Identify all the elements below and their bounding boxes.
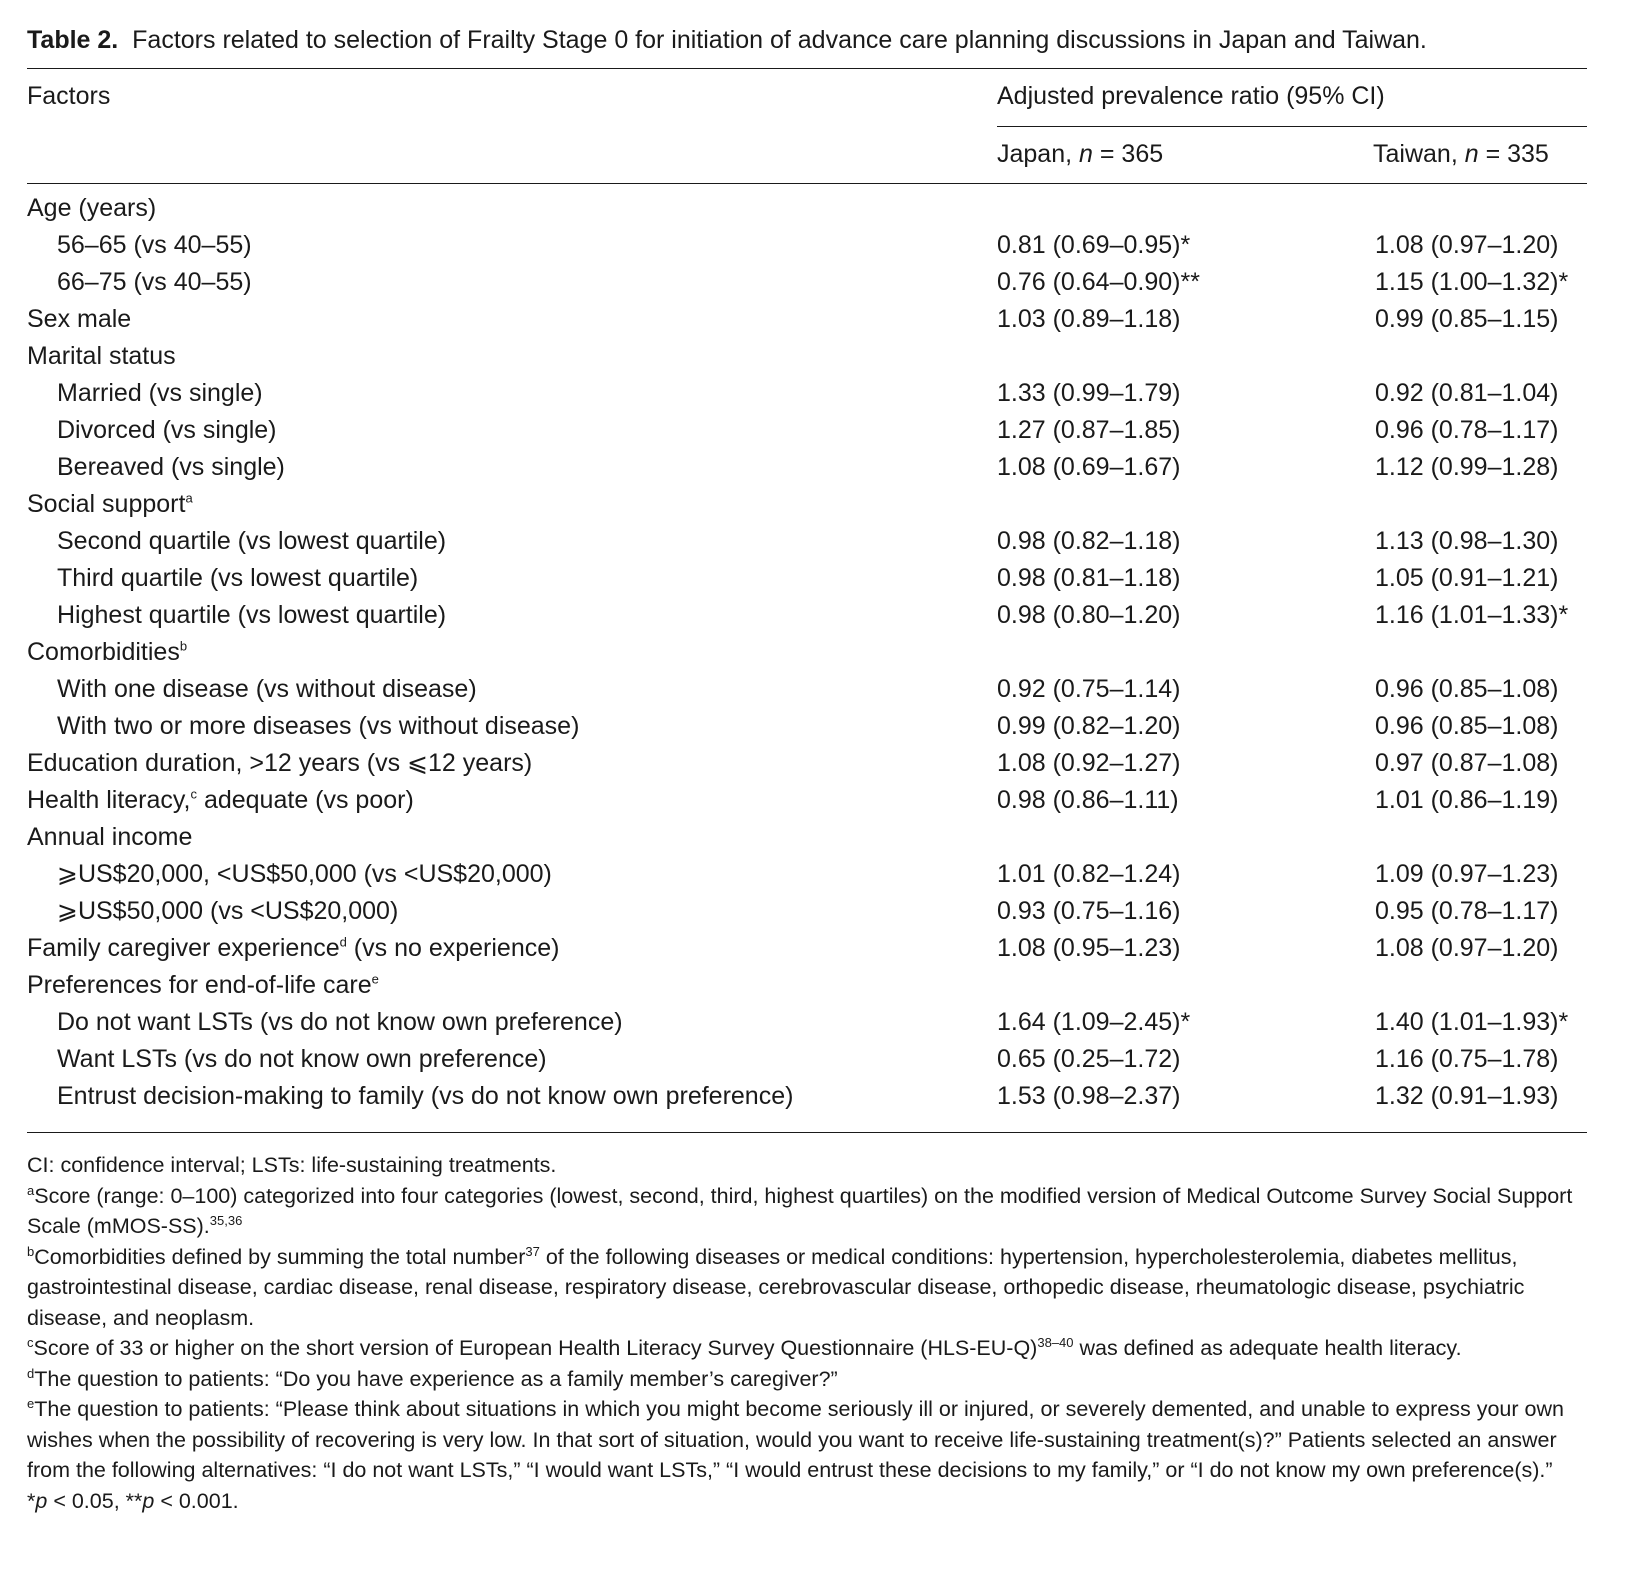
table-row	[27, 893, 1587, 930]
footnote-b: $^b$Comorbidities defined by summing the total number$^{37}$ of the following diseases or medical conditions: hypertension, hypercholesterolemia, diabetes mellitus, gastrointestinal disease, cardiac disease, renal disease, respiratory disease, cerebrovascular disease, orthopedic disease, rheumatologic disease, psychiatric disease, and neoplasm.	[27, 1243, 1525, 1330]
table-row	[27, 560, 1587, 597]
table-row	[27, 708, 1587, 745]
table-row	[27, 1004, 1587, 1041]
taiwan-ratio-cell: 0.96 (0.78–1.17)	[1375, 416, 1559, 444]
table-2-page	[27, 18, 1587, 1513]
table-row	[27, 1078, 1587, 1115]
table-footnotes	[27, 1150, 1587, 1516]
factor-cell: With two or more diseases (vs without disease)	[57, 712, 580, 740]
table-row	[27, 930, 1587, 967]
japan-ratio-cell	[997, 190, 1375, 227]
factor-cell: With one disease (vs without disease)	[57, 675, 477, 703]
header-group-rule	[997, 126, 1587, 127]
taiwan-ratio-cell	[1375, 634, 1587, 671]
footnote-c: $^c$Score of 33 or higher on the short version of European Health Literacy Survey Questionnaire $(HLS-EU-Q)^{38-40}$ was defined as adequate health literacy.	[27, 1334, 1462, 1360]
taiwan-ratio-cell: 1.01 (0.86–1.19)	[1375, 786, 1559, 814]
japan-ratio-cell: 0.99 (0.82–1.20)	[997, 712, 1181, 740]
table-row	[27, 375, 1587, 412]
taiwan-ratio-cell: 1.13 (0.98–1.30)	[1375, 527, 1559, 555]
japan-ratio-cell: 1.08 (0.92–1.27)	[997, 749, 1181, 777]
factor-cell: Annual income	[27, 823, 193, 851]
taiwan-ratio-cell: 1.15 (1.00–1.32)*	[1375, 268, 1569, 296]
factor-cell: Married (vs single)	[57, 379, 263, 407]
japan-ratio-cell: 0.98 (0.81–1.18)	[997, 564, 1181, 592]
footnote-a: $^a$Score (range: 0–100) categorized into four categories (lowest, second, third, highest quartiles) on the modified version of Medical Outcome Survey Social Support Scale (mMOS-SS).$^{35,36}$	[27, 1182, 1573, 1238]
factor-cell: Family caregiver experience$^d$ (vs no experience)	[27, 934, 560, 962]
japan-ratio-cell	[997, 486, 1375, 523]
table-row	[27, 597, 1587, 634]
factor-cell: Marital status	[27, 342, 176, 370]
table-row	[27, 264, 1587, 301]
factor-cell: 56–65 (vs 40–55)	[57, 231, 252, 259]
caption-label: Table 2.	[27, 26, 119, 54]
japan-ratio-cell: 0.98 (0.86–1.11)	[997, 786, 1179, 814]
footnote-d: $^d$The question to patients: “Do you have experience as a family member’s caregiver?”	[27, 1365, 838, 1391]
table-row	[27, 634, 1587, 671]
factor-cell: Second quartile (vs lowest quartile)	[57, 527, 447, 555]
table-row	[27, 190, 1587, 227]
factor-cell: Education duration, >12 years (vs ⩽12 years)	[27, 749, 533, 777]
footnote-e: $^e$The question to patients: “Please think about situations in which you might become seriously ill or injured, or severely demented, and unable to express your own wishes when the possibility of recovering is very low. In that sort of situation, would you want to receive life-sustaining treatment(s)?” Patients selected an answer from the following alternatives: “I do not want LSTs,” “I would want LSTs,” “I would entrust these decisions to my family,” or “I do not know my own preference(s).”	[27, 1395, 1564, 1482]
footnote-abbreviations: CI: confidence interval; LSTs: life-sustaining treatments.	[27, 1153, 557, 1177]
taiwan-ratio-cell: 1.16 (0.75–1.78)	[1375, 1045, 1559, 1073]
japan-ratio-cell: 0.76 (0.64–0.90)**	[997, 268, 1200, 296]
table-row	[27, 449, 1587, 486]
top-rule	[27, 68, 1587, 69]
japan-ratio-cell: 1.08 (0.95–1.23)	[997, 934, 1181, 962]
japan-ratio-cell: 0.65 (0.25–1.72)	[997, 1045, 1181, 1073]
table-row	[27, 412, 1587, 449]
taiwan-ratio-cell: 1.08 (0.97–1.20)	[1375, 231, 1559, 259]
footnote-significance: *p < 0.05, **p < 0.001.	[27, 1488, 239, 1513]
taiwan-ratio-cell	[1375, 819, 1587, 856]
taiwan-ratio-cell: 0.96 (0.85–1.08)	[1375, 675, 1559, 703]
factor-cell: Preferences for end-of-life care$^e$	[27, 971, 379, 999]
japan-ratio-cell: 1.01 (0.82–1.24)	[997, 860, 1181, 888]
table-row	[27, 227, 1587, 264]
japan-ratio-cell	[997, 338, 1375, 375]
table-row	[27, 486, 1587, 523]
japan-ratio-cell	[997, 634, 1375, 671]
taiwan-ratio-cell: 0.96 (0.85–1.08)	[1375, 712, 1559, 740]
table-row	[27, 338, 1587, 375]
japan-ratio-cell: 1.08 (0.69–1.67)	[997, 453, 1181, 481]
factor-cell: Sex male	[27, 305, 132, 333]
factor-cell: Age (years)	[27, 194, 157, 222]
table-row	[27, 1041, 1587, 1078]
table-row	[27, 745, 1587, 782]
factor-cell: Do not want LSTs (vs do not know own preference)	[57, 1008, 623, 1036]
table-row	[27, 301, 1587, 338]
factor-cell: Bereaved (vs single)	[57, 453, 285, 481]
japan-ratio-cell: 1.64 (1.09–2.45)*	[997, 1008, 1191, 1036]
header-bottom-rule	[27, 183, 1587, 184]
taiwan-ratio-cell	[1375, 486, 1587, 523]
table-row	[27, 967, 1587, 1004]
results-table	[27, 190, 1587, 1115]
table-row	[27, 523, 1587, 560]
japan-ratio-cell: 0.81 (0.69–0.95)*	[997, 231, 1191, 259]
taiwan-ratio-cell: 1.16 (1.01–1.33)*	[1375, 601, 1569, 629]
taiwan-ratio-cell: 0.97 (0.87–1.08)	[1375, 749, 1559, 777]
table-caption	[27, 18, 1587, 62]
bottom-rule	[27, 1132, 1587, 1133]
taiwan-ratio-cell: 1.32 (0.91–1.93)	[1375, 1082, 1559, 1110]
header-adjusted-prevalence-ratio: Adjusted prevalence ratio (95% CI)	[997, 82, 1385, 110]
table-row	[27, 819, 1587, 856]
taiwan-ratio-cell: 0.99 (0.85–1.15)	[1375, 305, 1559, 333]
taiwan-ratio-cell	[1375, 967, 1587, 1004]
taiwan-ratio-cell: 1.12 (0.99–1.28)	[1375, 453, 1559, 481]
header-factors: Factors	[27, 82, 111, 110]
taiwan-ratio-cell: 1.09 (0.97–1.23)	[1375, 860, 1559, 888]
factor-cell: Third quartile (vs lowest quartile)	[57, 564, 419, 592]
japan-ratio-cell: 0.93 (0.75–1.16)	[997, 897, 1181, 925]
japan-ratio-cell: 1.27 (0.87–1.85)	[997, 416, 1181, 444]
table-row	[27, 856, 1587, 893]
taiwan-ratio-cell	[1375, 338, 1587, 375]
japan-ratio-cell: 1.53 (0.98–2.37)	[997, 1082, 1181, 1110]
factor-cell: Divorced (vs single)	[57, 416, 277, 444]
factor-cell: Comorbidities$^b$	[27, 638, 188, 666]
taiwan-ratio-cell: 1.40 (1.01–1.93)*	[1375, 1008, 1569, 1036]
header-taiwan: Taiwan, n = 335	[1373, 140, 1549, 168]
table-row	[27, 782, 1587, 819]
factor-cell: Want LSTs (vs do not know own preference)	[57, 1045, 547, 1073]
japan-ratio-cell: 0.92 (0.75–1.14)	[997, 675, 1181, 703]
factor-cell: 66–75 (vs 40–55)	[57, 268, 252, 296]
taiwan-ratio-cell: 0.95 (0.78–1.17)	[1375, 897, 1559, 925]
taiwan-ratio-cell: 1.05 (0.91–1.21)	[1375, 564, 1559, 592]
taiwan-ratio-cell	[1375, 190, 1587, 227]
table-row	[27, 671, 1587, 708]
factor-cell: ⩾US$20,000, <US$50,000 (vs <US$20,000)	[57, 860, 552, 888]
caption-text: Factors related to selection of Frailty Stage 0 for initiation of advance care planning discussions in Japan and Taiwan.	[132, 26, 1427, 54]
factor-cell: Social support$^a$	[27, 490, 193, 518]
factor-cell: Entrust decision-making to family (vs do not know own preference)	[57, 1082, 794, 1110]
header-japan: Japan, n = 365	[997, 140, 1164, 168]
japan-ratio-cell	[997, 967, 1375, 1004]
results-table-body	[27, 190, 1587, 1115]
factor-cell: ⩾US$50,000 (vs <US$20,000)	[57, 897, 399, 925]
taiwan-ratio-cell: 1.08 (0.97–1.20)	[1375, 934, 1559, 962]
japan-ratio-cell	[997, 819, 1375, 856]
japan-ratio-cell: 1.03 (0.89–1.18)	[997, 305, 1181, 333]
japan-ratio-cell: 0.98 (0.80–1.20)	[997, 601, 1181, 629]
factor-cell: Highest quartile (vs lowest quartile)	[57, 601, 447, 629]
japan-ratio-cell: 0.98 (0.82–1.18)	[997, 527, 1181, 555]
japan-ratio-cell: 1.33 (0.99–1.79)	[997, 379, 1181, 407]
taiwan-ratio-cell: 0.92 (0.81–1.04)	[1375, 379, 1559, 407]
factor-cell: Health literacy,$^c$ adequate (vs poor)	[27, 786, 414, 814]
